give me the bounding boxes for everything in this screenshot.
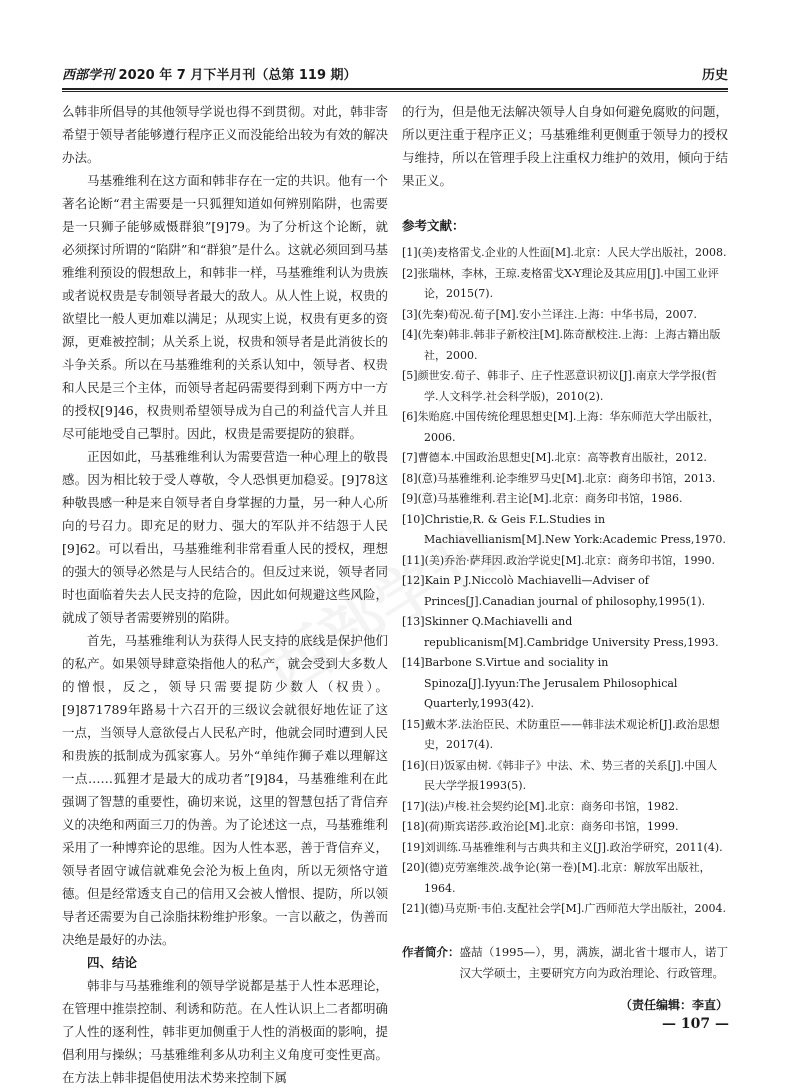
author-bio (402, 942, 728, 984)
reference-item: [8](意)马基雅维利.论李维罗马史[M].北京：商务印书馆，2013. (402, 471, 716, 485)
reference-item: [5]颜世安.荀子、韩非子、庄子性恶意识初议[J].南京大学学报(哲学.人文科学.社会科学版)，2010(2). (402, 369, 717, 403)
section-name: 历史 (701, 68, 728, 83)
header-rule-thick (62, 88, 728, 90)
editor-credit: （责任编辑：李直） (619, 997, 728, 1012)
reference-item: [11](美)乔治·萨拜因.政治学说史[M].北京：商务印书馆，1990. (402, 553, 715, 567)
reference-item: [6]朱贻庭.中国传统伦理思想史[M].上海：华东师范大学出版社，2006. (402, 410, 720, 444)
reference-item: [4](先秦)韩非.韩非子新校注[M].陈奇猷校注.上海：上海古籍出版社，2000. (402, 328, 721, 362)
reference-list (402, 243, 728, 920)
author-bio-label: 作者简介： (402, 944, 460, 959)
issue-info: 2020 年 7 月下半月刊（总第 119 期） (118, 68, 357, 83)
page-number: — 107 — (662, 1016, 729, 1032)
body-paragraph: 马基雅维利在这方面和韩非存在一定的共识。他有一个著名论断“君主需要是一只狐狸知道如何辨别陷阱，也需要是一只狮子能够威慑群狼”[9]79。为了分析这个论断，就必须探讨所谓的“陷阱”和“群狼”是什么。这就必须回到马基雅维利预设的假想敌上，和韩非一样，马基雅维利认为贵族或者说权贵是专制领导者最大的敌人。从人性上说，权贵的欲望比一般人更加难以满足；从现实上说，权贵有更多的资源，更难被控制；从关系上说，权贵和领导者是此消彼长的斗争关系。所以在马基雅维利的关系认知中，领导者、权贵和人民是三个主体，而领导者起码需要得到剩下两方中一方的授权[9]46，权贵则希望领导成为自己的利益代言人并且尽可能地受自己掣肘。因此，权贵是需要提防的狼群。 (62, 173, 388, 441)
reference-item: [15]戴木茅.法治臣民、术防重臣——韩非法术观论析[J].政治思想史，2017(4). (402, 717, 720, 751)
body-paragraph: 正因如此，马基雅维利认为需要营造一种心理上的敬畏感。因为相比较于受人尊敬，令人恐惧更加稳妥。[9]78这种敬畏感一种是来自领导者自身掌握的力量，另一种人心所向的号召力。即充足的财力、强大的军队并不结怨于人民[9]62。可以看出，马基雅维利非常看重人民的授权，理想的强大的领导必然是与人民结合的。但反过来说，领导者同时也面临着失去人民支持的危险，因此如何规避这些风险，就成了领导者需要辨别的陷阱。 (62, 449, 388, 625)
reference-item: [9](意)马基雅维利.君主论[M].北京：商务印书馆，1986. (402, 492, 683, 505)
journal-name: 西部学刊 (62, 68, 115, 83)
reference-item: [3](先秦)荀况.荀子[M].安小兰译注.上海：中华书局，2007. (402, 307, 697, 321)
reference-item: [13]Skinner Q.Machiavelli and republicanism[M].Cambridge University Press,1993. (402, 615, 719, 649)
reference-item: [1](美)麦格雷戈.企业的人性面[M].北京：人民大学出版社，2008. (402, 246, 727, 259)
reference-item: [16](日)饭冢由树.《韩非子》中法、术、势三者的关系[J].中国人民大学学报1993(5). (402, 758, 718, 792)
reference-item: [10]Christie,R. & Geis F.L.Studies in Machiavellianism[M].New York:Academic Press,1970. (402, 512, 726, 546)
reference-item: [19]刘训练.马基雅维利与古典共和主义[J].政治学研究，2011(4). (402, 840, 723, 854)
left-column (62, 100, 388, 1089)
reference-item: [20](德)克劳塞维茨.战争论(第一卷)[M].北京：解放军出版社，1964. (402, 861, 711, 895)
reference-item: [18](荷)斯宾诺莎.政治论[M].北京：商务印书馆，1999. (402, 820, 679, 833)
reference-item: [2]张瑞林，李林，王琼.麦格雷戈X-Y理论及其应用[J].中国工业评论，2015(7). (402, 266, 719, 300)
author-bio-text: 盛喆（1995—），男，满族，湖北省十堰市人，诺丁汉大学硕士，主要研究方向为政治理论、行政管理。 (459, 944, 728, 980)
reference-item: [21](德)马克斯·韦伯.支配社会学[M].广西师范大学出版社，2004. (402, 902, 726, 915)
section-heading-conclusion: 四、结论 (87, 955, 138, 970)
right-column (402, 100, 728, 1017)
body-paragraph: 首先，马基雅维利认为获得人民支持的底线是保护他们的私产。如果领导肆意染指他人的私产，就会受到大多数人的憎恨，反之，领导只需要提防少数人（权贵）。[9]871789年路易十六召开的三级议会就很好地佐证了这一点，当领导人意欲侵占人民私产时，他就会同时遭到人民和贵族的抵制成为孤家寡人。另外“单纯作狮子难以理解这一点……狐狸才是最大的成功者”[9]84，马基雅维利在此强调了智慧的重要性，确切来说，这里的智慧包括了背信弃义的决绝和两面三刀的伪善。为了论述这一点，马基雅维利采用了一种博弈论的思维。因为人性本恶，善于背信弃义，领导者固守诚信就难免会沦为板上鱼肉，所以无须恪守道德。但是经常透支自己的信用又会被人憎恨、提防，所以领导者还需要为自己涂脂抹粉维护形象。一言以蔽之，伪善而决绝是最好的办法。 (62, 633, 388, 947)
journal-issue-line (62, 64, 357, 83)
body-paragraph-continued: 的行为，但是他无法解决领导人自身如何避免腐败的问题，所以更注重于程序正义；马基雅维利更侧重于领导力的授权与维持，所以在管理手段上注重权力维护的效用，倾向于结果正义。 (402, 104, 728, 188)
page-header (62, 64, 728, 86)
reference-item: [12]Kain P J.Niccolò Machiavelli—Adviser of Princes[J].Canadian journal of philosophy,1995(1). (402, 574, 706, 608)
conclusion-paragraph: 韩非与马基雅维利的领导学说都是基于人性本恶理论，在管理中推崇控制、利诱和防范。在人性认识上二者都明确了人性的逐利性，韩非更加侧重于人性的消极面的影响，提倡利用与操纵；马基雅维利多从功利主义角度可变性更高。在方法上韩非提倡使用法术势来控制下属 (62, 978, 388, 1085)
header-rule-thin (62, 91, 728, 92)
body-paragraph: 么韩非所倡导的其他领导学说也得不到贯彻。对此，韩非寄希望于领导者能够遵行程序正义而没能给出较为有效的解决办法。 (62, 104, 388, 165)
reference-item: [14]Barbone S.Virtue and sociality in Spinoza[J].Iyyun:The Jerusalem Philosophical Quarterly,1993(42). (402, 656, 678, 710)
reference-item: [7]曹德本.中国政治思想史[M].北京：高等教育出版社，2012. (402, 451, 707, 464)
reference-item: [17](法)卢梭.社会契约论[M].北京：商务印书馆，1982. (402, 799, 679, 813)
references-heading: 参考文献： (402, 218, 465, 233)
